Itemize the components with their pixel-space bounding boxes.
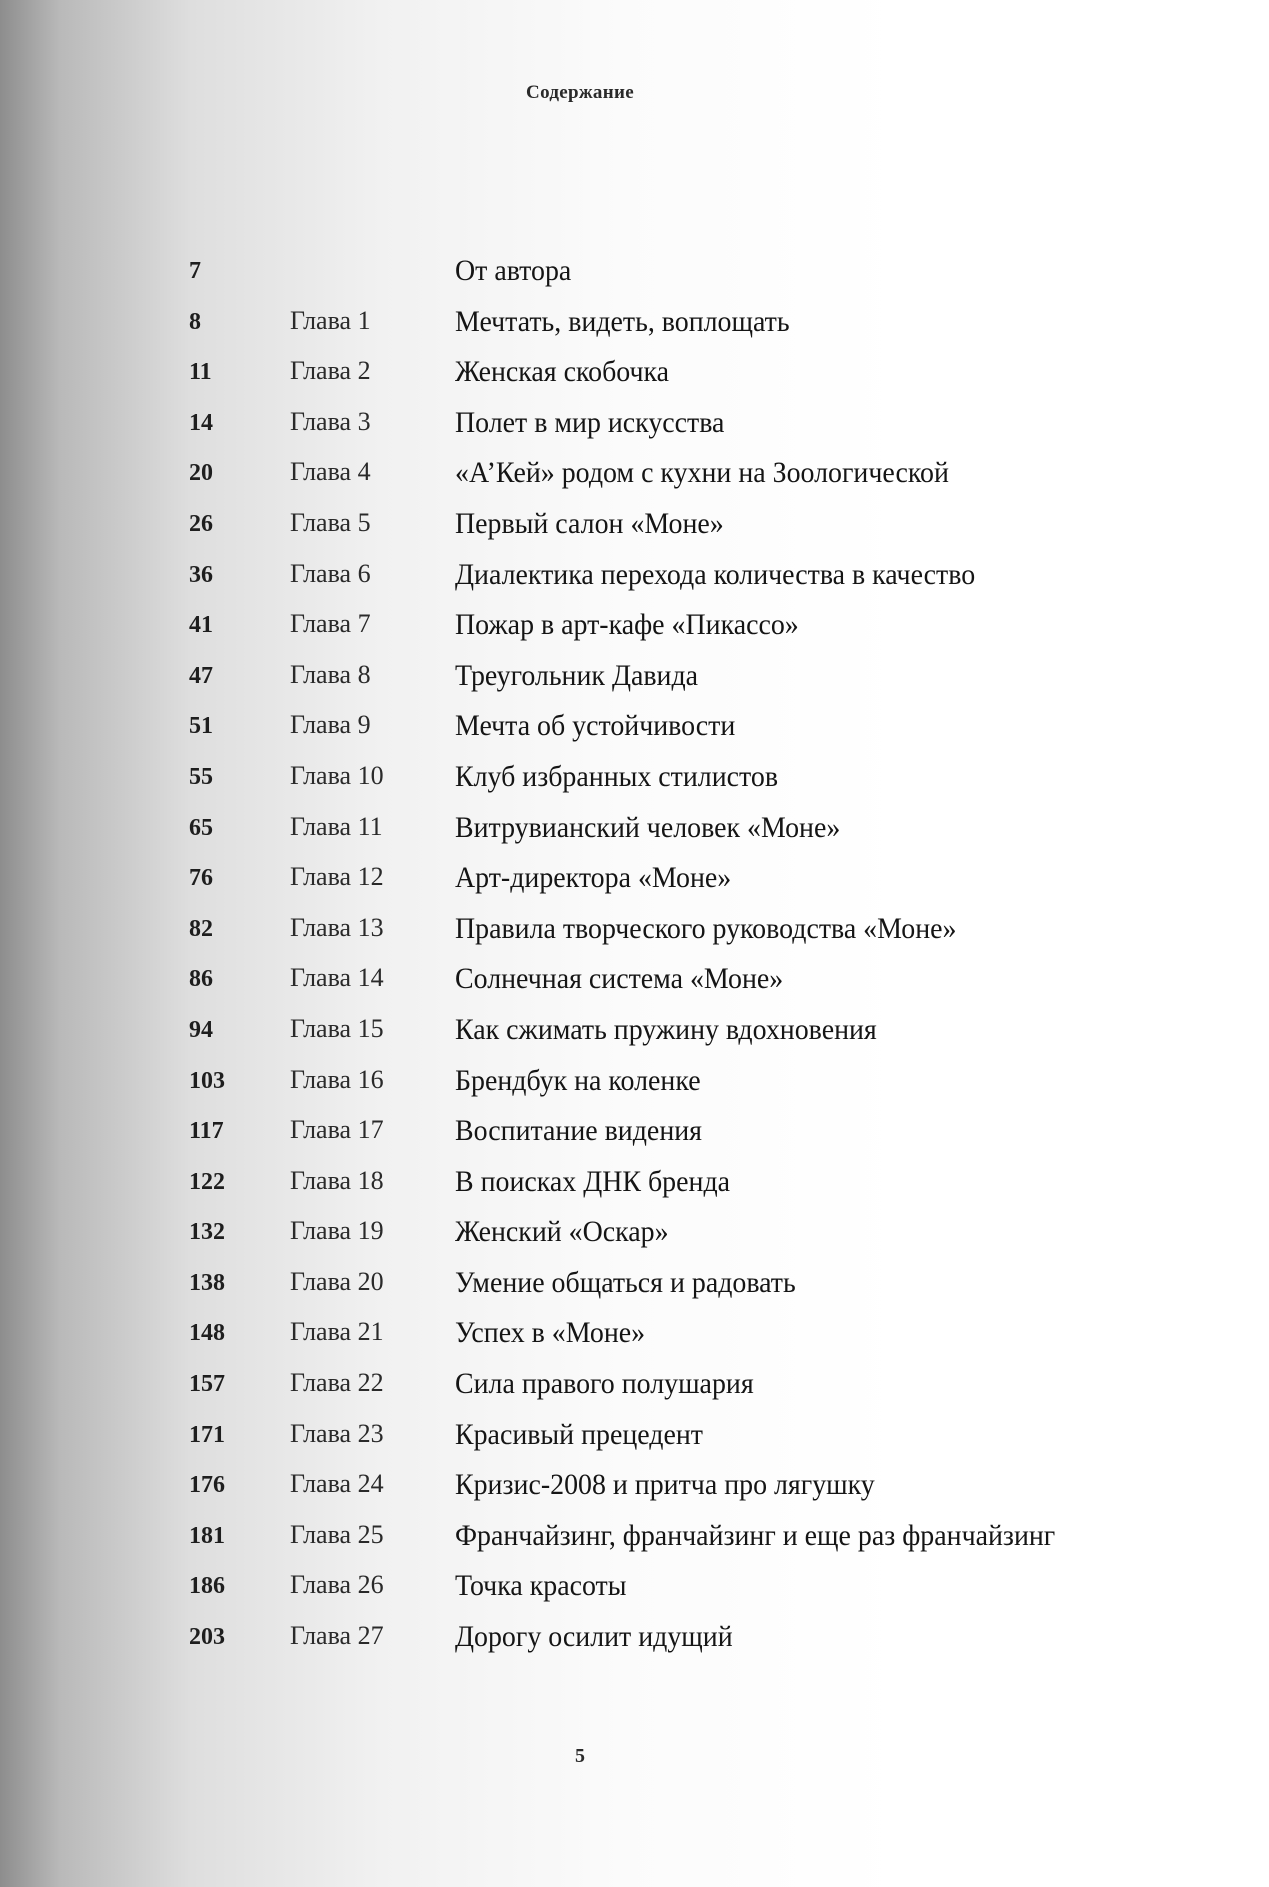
- toc-page-number: 117: [189, 1118, 224, 1145]
- toc-page-number: 20: [189, 460, 213, 487]
- toc-entry: [0, 452, 1269, 503]
- toc-chapter-title: Клуб избранных стилистов: [455, 759, 779, 793]
- toc-chapter-title: Диалектика перехода количества в качество: [455, 557, 976, 591]
- page-number: 5: [575, 1745, 585, 1767]
- toc-chapter-label: Глава 9: [290, 710, 371, 740]
- toc-entry: [0, 1110, 1269, 1161]
- toc-chapter-label: Глава 5: [290, 507, 371, 537]
- toc-page-number: 181: [189, 1522, 225, 1549]
- toc-entry: [0, 604, 1269, 655]
- toc-entry: [0, 756, 1269, 807]
- toc-page-number: 65: [189, 814, 213, 841]
- toc-entry: [0, 1009, 1269, 1060]
- toc-page-number: 122: [189, 1168, 225, 1195]
- toc-chapter-label: Глава 18: [290, 1165, 384, 1195]
- toc-page-number: 176: [189, 1472, 225, 1499]
- toc-chapter-label: Глава 17: [290, 1115, 384, 1145]
- toc-page-number: 7: [189, 258, 201, 284]
- toc-chapter-title: Умение общаться и радовать: [455, 1265, 796, 1299]
- toc-page-number: 171: [189, 1421, 225, 1448]
- toc-chapter-title: «А’Кей» родом с кухни на Зоологической: [455, 456, 949, 490]
- toc-entry: [0, 1312, 1269, 1363]
- toc-page-number: 41: [189, 612, 213, 639]
- toc-chapter-label: Глава 2: [290, 356, 371, 386]
- toc-chapter-label: Глава 1: [290, 305, 371, 335]
- toc-entry: [0, 1211, 1269, 1262]
- toc-entry: [0, 503, 1269, 554]
- toc-chapter-label: Глава 26: [290, 1570, 384, 1600]
- toc-entry: [0, 1262, 1269, 1313]
- toc-chapter-label: Глава 13: [290, 912, 384, 942]
- toc-page-number: 47: [189, 662, 213, 689]
- toc-page-number: 36: [189, 561, 213, 588]
- toc-page-number: 94: [189, 1016, 213, 1043]
- toc-entry: [0, 1616, 1269, 1667]
- toc-page-number: 8: [189, 308, 201, 335]
- toc-page-number: 203: [189, 1624, 225, 1651]
- toc-page-number: 132: [189, 1219, 225, 1246]
- toc-chapter-title: Мечта об устойчивости: [455, 709, 736, 743]
- toc-entry: [0, 1060, 1269, 1111]
- toc-chapter-label: Глава 3: [290, 406, 371, 436]
- toc-chapter-title: Витрувианский человек «Моне»: [455, 810, 841, 844]
- toc-chapter-label: Глава 20: [290, 1266, 384, 1296]
- toc-entry: [0, 250, 1269, 301]
- toc-chapter-title: Франчайзинг, франчайзинг и еще раз франчайзинг: [455, 1518, 1056, 1552]
- toc-chapter-label: Глава 23: [290, 1418, 384, 1448]
- toc-entry: [0, 705, 1269, 756]
- toc-chapter-title: Пожар в арт-кафе «Пикассо»: [455, 608, 799, 642]
- toc-chapter-label: Глава 21: [290, 1317, 384, 1347]
- toc-chapter-title: Арт-директора «Моне»: [455, 861, 732, 895]
- toc-page-number: 82: [189, 915, 213, 942]
- toc-chapter-label: Глава 7: [290, 609, 371, 639]
- toc-chapter-title: Как сжимать пружину вдохновения: [455, 1012, 877, 1046]
- toc-chapter-label: Глава 8: [290, 659, 371, 689]
- toc-chapter-title: Сила правого полушария: [455, 1367, 754, 1401]
- toc-chapter-label: Глава 27: [290, 1621, 384, 1651]
- toc-entry: [0, 301, 1269, 352]
- toc-entry: [0, 958, 1269, 1009]
- toc-chapter-title: Воспитание видения: [455, 1114, 703, 1148]
- toc-page-number: 11: [189, 359, 212, 386]
- toc-entry: [0, 554, 1269, 605]
- toc-chapter-title: Дорогу осилит идущий: [455, 1620, 733, 1654]
- toc-chapter-label: Глава 19: [290, 1216, 384, 1246]
- toc-chapter-title: Треугольник Давида: [455, 658, 699, 692]
- toc-entry: [0, 857, 1269, 908]
- toc-page-number: 138: [189, 1269, 225, 1296]
- toc-chapter-label: Глава 11: [290, 811, 383, 841]
- toc-chapter-title: Точка красоты: [455, 1569, 627, 1603]
- toc-chapter-title: Полет в мир искусства: [455, 405, 725, 439]
- toc-chapter-title: Правила творческого руководства «Моне»: [455, 911, 957, 945]
- toc-entry: [0, 1464, 1269, 1515]
- toc-entry: [0, 1565, 1269, 1616]
- toc-chapter-label: Глава 16: [290, 1064, 384, 1094]
- toc-page-number: 14: [189, 409, 213, 436]
- toc-entry: [0, 1161, 1269, 1212]
- toc-chapter-title: Женский «Оскар»: [455, 1215, 669, 1249]
- toc-chapter-title: Мечтать, видеть, воплощать: [455, 304, 790, 338]
- toc-entry: [0, 1515, 1269, 1566]
- toc-chapter-label: Глава 22: [290, 1368, 384, 1398]
- page-title: Содержание: [526, 82, 634, 103]
- toc-page-number: 157: [189, 1371, 225, 1398]
- toc-chapter-label: Глава 14: [290, 963, 384, 993]
- toc-page-number: 76: [189, 865, 213, 892]
- toc-chapter-title: Кризис-2008 и притча про лягушку: [455, 1468, 875, 1502]
- toc-entry: [0, 1414, 1269, 1465]
- toc-page-number: 103: [189, 1067, 225, 1094]
- toc-entry: [0, 351, 1269, 402]
- toc-chapter-title: Успех в «Моне»: [455, 1316, 646, 1350]
- toc-chapter-title: Красивый прецедент: [455, 1417, 704, 1451]
- toc-chapter-title: Первый салон «Моне»: [455, 506, 724, 540]
- toc-chapter-label: Глава 4: [290, 457, 371, 487]
- table-of-contents: [0, 250, 1269, 1667]
- toc-chapter-label: Глава 10: [290, 760, 384, 790]
- toc-entry: [0, 908, 1269, 959]
- toc-chapter-label: Глава 6: [290, 558, 371, 588]
- toc-page-number: 148: [189, 1320, 225, 1347]
- toc-page-number: 86: [189, 966, 213, 993]
- toc-chapter-label: Глава 25: [290, 1519, 384, 1549]
- toc-page-number: 55: [189, 763, 213, 790]
- toc-chapter-label: Глава 12: [290, 862, 384, 892]
- toc-page-number: 51: [189, 713, 213, 740]
- toc-page-number: 26: [189, 510, 213, 537]
- toc-chapter-title: В поисках ДНК бренда: [455, 1164, 731, 1198]
- toc-entry: [0, 1363, 1269, 1414]
- toc-page-number: 186: [189, 1573, 225, 1600]
- toc-chapter-label: Глава 24: [290, 1469, 384, 1499]
- toc-chapter-label: Глава 15: [290, 1013, 384, 1043]
- toc-chapter-title: Брендбук на коленке: [455, 1063, 701, 1097]
- toc-chapter-title: Солнечная система «Моне»: [455, 962, 784, 996]
- toc-entry: [0, 402, 1269, 453]
- toc-entry: [0, 655, 1269, 706]
- toc-entry: [0, 807, 1269, 858]
- toc-chapter-title: Женская скобочка: [455, 355, 670, 389]
- toc-chapter-title: От автора: [455, 254, 572, 287]
